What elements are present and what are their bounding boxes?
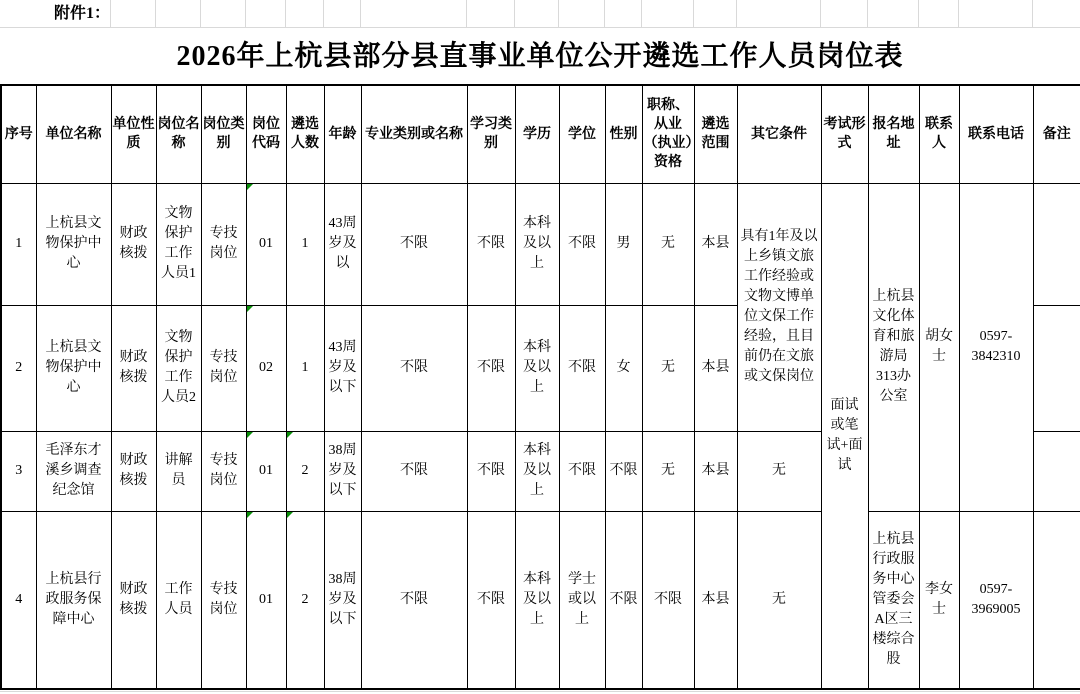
header-study-type: 学习类别 [467,85,515,183]
cell-age: 38周岁及以下 [324,511,361,689]
header-remark: 备注 [1033,85,1080,183]
cell-post: 文物保护工作人员2 [156,305,201,431]
background-gridline-vertical [466,0,467,27]
cell-qualification: 不限 [642,511,694,689]
cell-age: 38周岁及以下 [324,431,361,511]
header-code: 岗位代码 [246,85,286,183]
background-gridline-vertical [958,0,959,27]
background-gridline-vertical [558,0,559,27]
cell-study-type: 不限 [467,511,515,689]
cell-remark [1033,305,1080,431]
cell-age: 43周岁及以 [324,183,361,305]
cell-category: 专技岗位 [201,183,246,305]
background-gridline-vertical [514,0,515,27]
header-unit: 单位名称 [36,85,111,183]
cell-unit: 上杭县行政服务保障中心 [36,511,111,689]
cell-seq: 1 [1,183,36,305]
background-gridline-vertical [110,0,111,27]
cell-nature: 财政核拨 [111,183,156,305]
header-qualification: 职称、从业（执业）资格 [642,85,694,183]
cell-education: 本科及以上 [515,305,559,431]
cell-error-triangle-icon [247,512,253,518]
cell-age: 43周岁及以下 [324,305,361,431]
cell-post: 工作人员 [156,511,201,689]
cell-category: 专技岗位 [201,431,246,511]
cell-qualification: 无 [642,183,694,305]
cell-category: 专技岗位 [201,305,246,431]
cell-address: 上杭县行政服务中心管委会A区三楼综合股 [868,511,919,689]
background-gridline-vertical [867,0,868,27]
background-gridline-vertical [736,0,737,27]
cell-scope: 本县 [694,511,737,689]
header-nature: 单位性质 [111,85,156,183]
background-gridline-vertical [245,0,246,27]
header-seq: 序号 [1,85,36,183]
cell-count: 2 [286,431,324,511]
header-address: 报名地址 [868,85,919,183]
header-major: 专业类别或名称 [361,85,467,183]
cell-study-type: 不限 [467,431,515,511]
cell-unit: 上杭县文物保护中心 [36,183,111,305]
cell-education: 本科及以上 [515,431,559,511]
cell-scope: 本县 [694,431,737,511]
background-gridline-vertical [200,0,201,27]
cell-exam-form-merged: 面试或笔试+面试 [821,183,868,689]
cell-error-triangle-icon [247,184,253,190]
background-gridline-vertical [323,0,324,27]
cell-unit: 上杭县文物保护中心 [36,305,111,431]
cell-code: 02 [246,305,286,431]
cell-degree: 不限 [559,431,605,511]
header-other-conditions: 其它条件 [737,85,821,183]
cell-study-type: 不限 [467,183,515,305]
cell-address-merged: 上杭县文化体育和旅游局313办公室 [868,183,919,511]
cell-scope: 本县 [694,183,737,305]
cell-error-triangle-icon [247,432,253,438]
cell-remark [1033,511,1080,689]
cell-unit: 毛泽东才溪乡调查纪念馆 [36,431,111,511]
cell-education: 本科及以上 [515,183,559,305]
cell-post: 讲解员 [156,431,201,511]
cell-study-type: 不限 [467,305,515,431]
cell-qualification: 无 [642,431,694,511]
cell-other-conditions: 无 [737,511,821,689]
cell-major: 不限 [361,431,467,511]
cell-nature: 财政核拨 [111,511,156,689]
table-header-row [1,85,1080,183]
cell-contact: 李女士 [919,511,959,689]
background-gridline-vertical [360,0,361,27]
job-positions-table [0,84,1080,690]
cell-category: 专技岗位 [201,511,246,689]
cell-post: 文物保护工作人员1 [156,183,201,305]
cell-error-triangle-icon [287,512,293,518]
cell-nature: 财政核拨 [111,431,156,511]
cell-phone: 0597-3969005 [959,511,1033,689]
cell-major: 不限 [361,183,467,305]
background-gridline-vertical [820,0,821,27]
cell-count: 2 [286,511,324,689]
cell-seq: 4 [1,511,36,689]
cell-phone-merged: 0597-3842310 [959,183,1033,511]
cell-count: 1 [286,305,324,431]
cell-code: 01 [246,431,286,511]
cell-other-conditions: 无 [737,431,821,511]
header-contact: 联系人 [919,85,959,183]
cell-code: 01 [246,511,286,689]
background-gridline-vertical [693,0,694,27]
header-post: 岗位名称 [156,85,201,183]
cell-qualification: 无 [642,305,694,431]
header-scope: 遴选范围 [694,85,737,183]
header-exam-form: 考试形式 [821,85,868,183]
cell-gender: 不限 [605,431,642,511]
cell-nature: 财政核拨 [111,305,156,431]
cell-remark [1033,431,1080,511]
background-gridline-vertical [155,0,156,27]
cell-code: 01 [246,183,286,305]
header-category: 岗位类别 [201,85,246,183]
cell-major: 不限 [361,511,467,689]
cell-error-triangle-icon [287,432,293,438]
cell-remark [1033,183,1080,305]
cell-other-conditions-merged: 具有1年及以上乡镇文旅工作经验或文物文博单位文保工作经验，且目前仍在文旅或文保岗位 [737,183,821,431]
header-age: 年龄 [324,85,361,183]
cell-seq: 2 [1,305,36,431]
header-degree: 学位 [559,85,605,183]
background-gridline-vertical [1032,0,1033,27]
cell-degree: 不限 [559,183,605,305]
background-gridline-vertical [918,0,919,27]
cell-scope: 本县 [694,305,737,431]
attachment-label: 附件1： [54,5,111,22]
header-education: 学历 [515,85,559,183]
cell-degree: 学士或以上 [559,511,605,689]
cell-gender: 女 [605,305,642,431]
background-gridline-vertical [604,0,605,27]
cell-count: 1 [286,183,324,305]
background-gridline-bottom [0,691,1080,692]
background-gridline-vertical [285,0,286,27]
cell-major: 不限 [361,305,467,431]
background-gridline-vertical [641,0,642,27]
cell-education: 本科及以上 [515,511,559,689]
cell-gender: 不限 [605,511,642,689]
cell-gender: 男 [605,183,642,305]
cell-seq: 3 [1,431,36,511]
header-phone: 联系电话 [959,85,1033,183]
header-gender: 性别 [605,85,642,183]
table-row-4 [1,511,1080,689]
cell-contact-merged: 胡女士 [919,183,959,511]
cell-error-triangle-icon [247,306,253,312]
header-count: 遴选人数 [286,85,324,183]
cell-degree: 不限 [559,305,605,431]
page-title: 2026年上杭县部分县直事业单位公开遴选工作人员岗位表 [176,41,904,72]
table-row-1 [1,183,1080,305]
